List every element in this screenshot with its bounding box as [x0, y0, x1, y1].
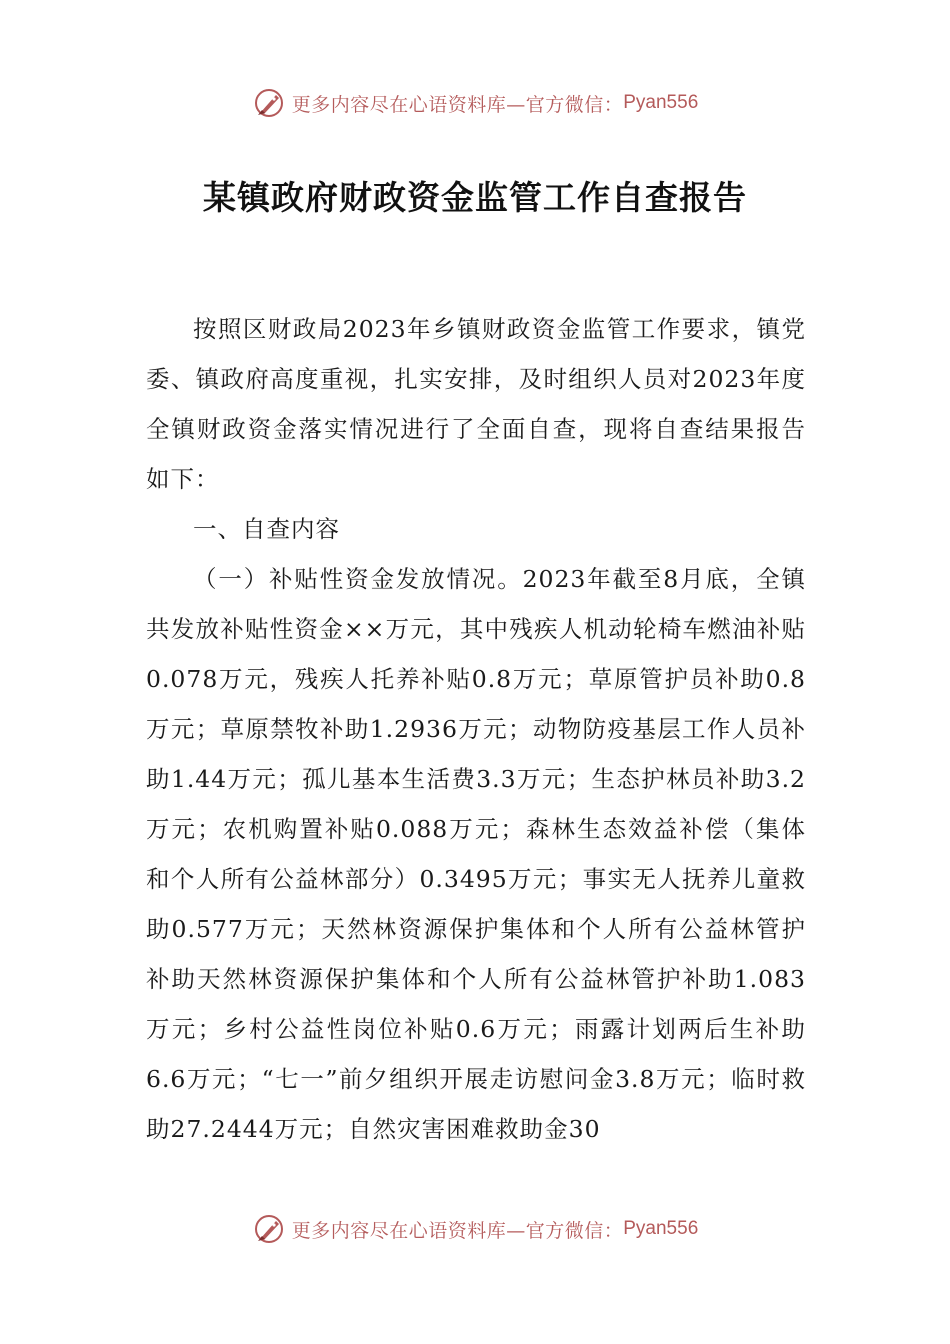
pen-nib-icon — [252, 86, 286, 120]
header-watermark-banner — [0, 83, 950, 123]
pen-nib-icon — [252, 1212, 286, 1246]
document-body — [146, 304, 806, 1154]
footer-watermark-banner — [0, 1209, 950, 1249]
watermark-text: 更多内容尽在心语资料库—官方微信： — [291, 93, 624, 116]
wechat-id: Pyan556 — [623, 1218, 699, 1239]
watermark-text: 更多内容尽在心语资料库—官方微信： — [291, 1219, 624, 1242]
paragraph-subsidy: （一）补贴性资金发放情况。2023年截至8月底，全镇共发放补贴性资金××万元，其中残疾人机动轮椅车燃油补贴0.078万元，残疾人托养补贴0.8万元；草原管护员补助0.8万元；草原禁牧补助1.2936万元；动物防疫基层工作人员补助1.44万元；孤儿基本生活费3.3万元；生态护林员补助3.2万元；农机购置补贴0.088万元；森林生态效益补偿（集体和个人所有公益林部分）0.3495万元；事实无人抚养儿童救助0.577万元；天然林资源保护集体和个人所有公益林管护补助天然林资源保护集体和个人所有公益林管护补助1.083万元；乡村公益性岗位补贴0.6万元；雨露计划两后生补助6.6万元；“七一”前夕组织开展走访慰问金3.8万元；临时救助27.2444万元；自然灾害困难救助金30 — [146, 565, 806, 1143]
paragraph-intro: 按照区财政局2023年乡镇财政资金监管工作要求，镇党委、镇政府高度重视，扎实安排，及时组织人员对2023年度全镇财政资金落实情况进行了全面自查，现将自查结果报告如下： — [146, 315, 806, 493]
document-title: 某镇政府财政资金监管工作自查报告 — [203, 178, 747, 217]
wechat-id: Pyan556 — [623, 92, 699, 113]
section-heading: 一、自查内容 — [193, 515, 340, 543]
